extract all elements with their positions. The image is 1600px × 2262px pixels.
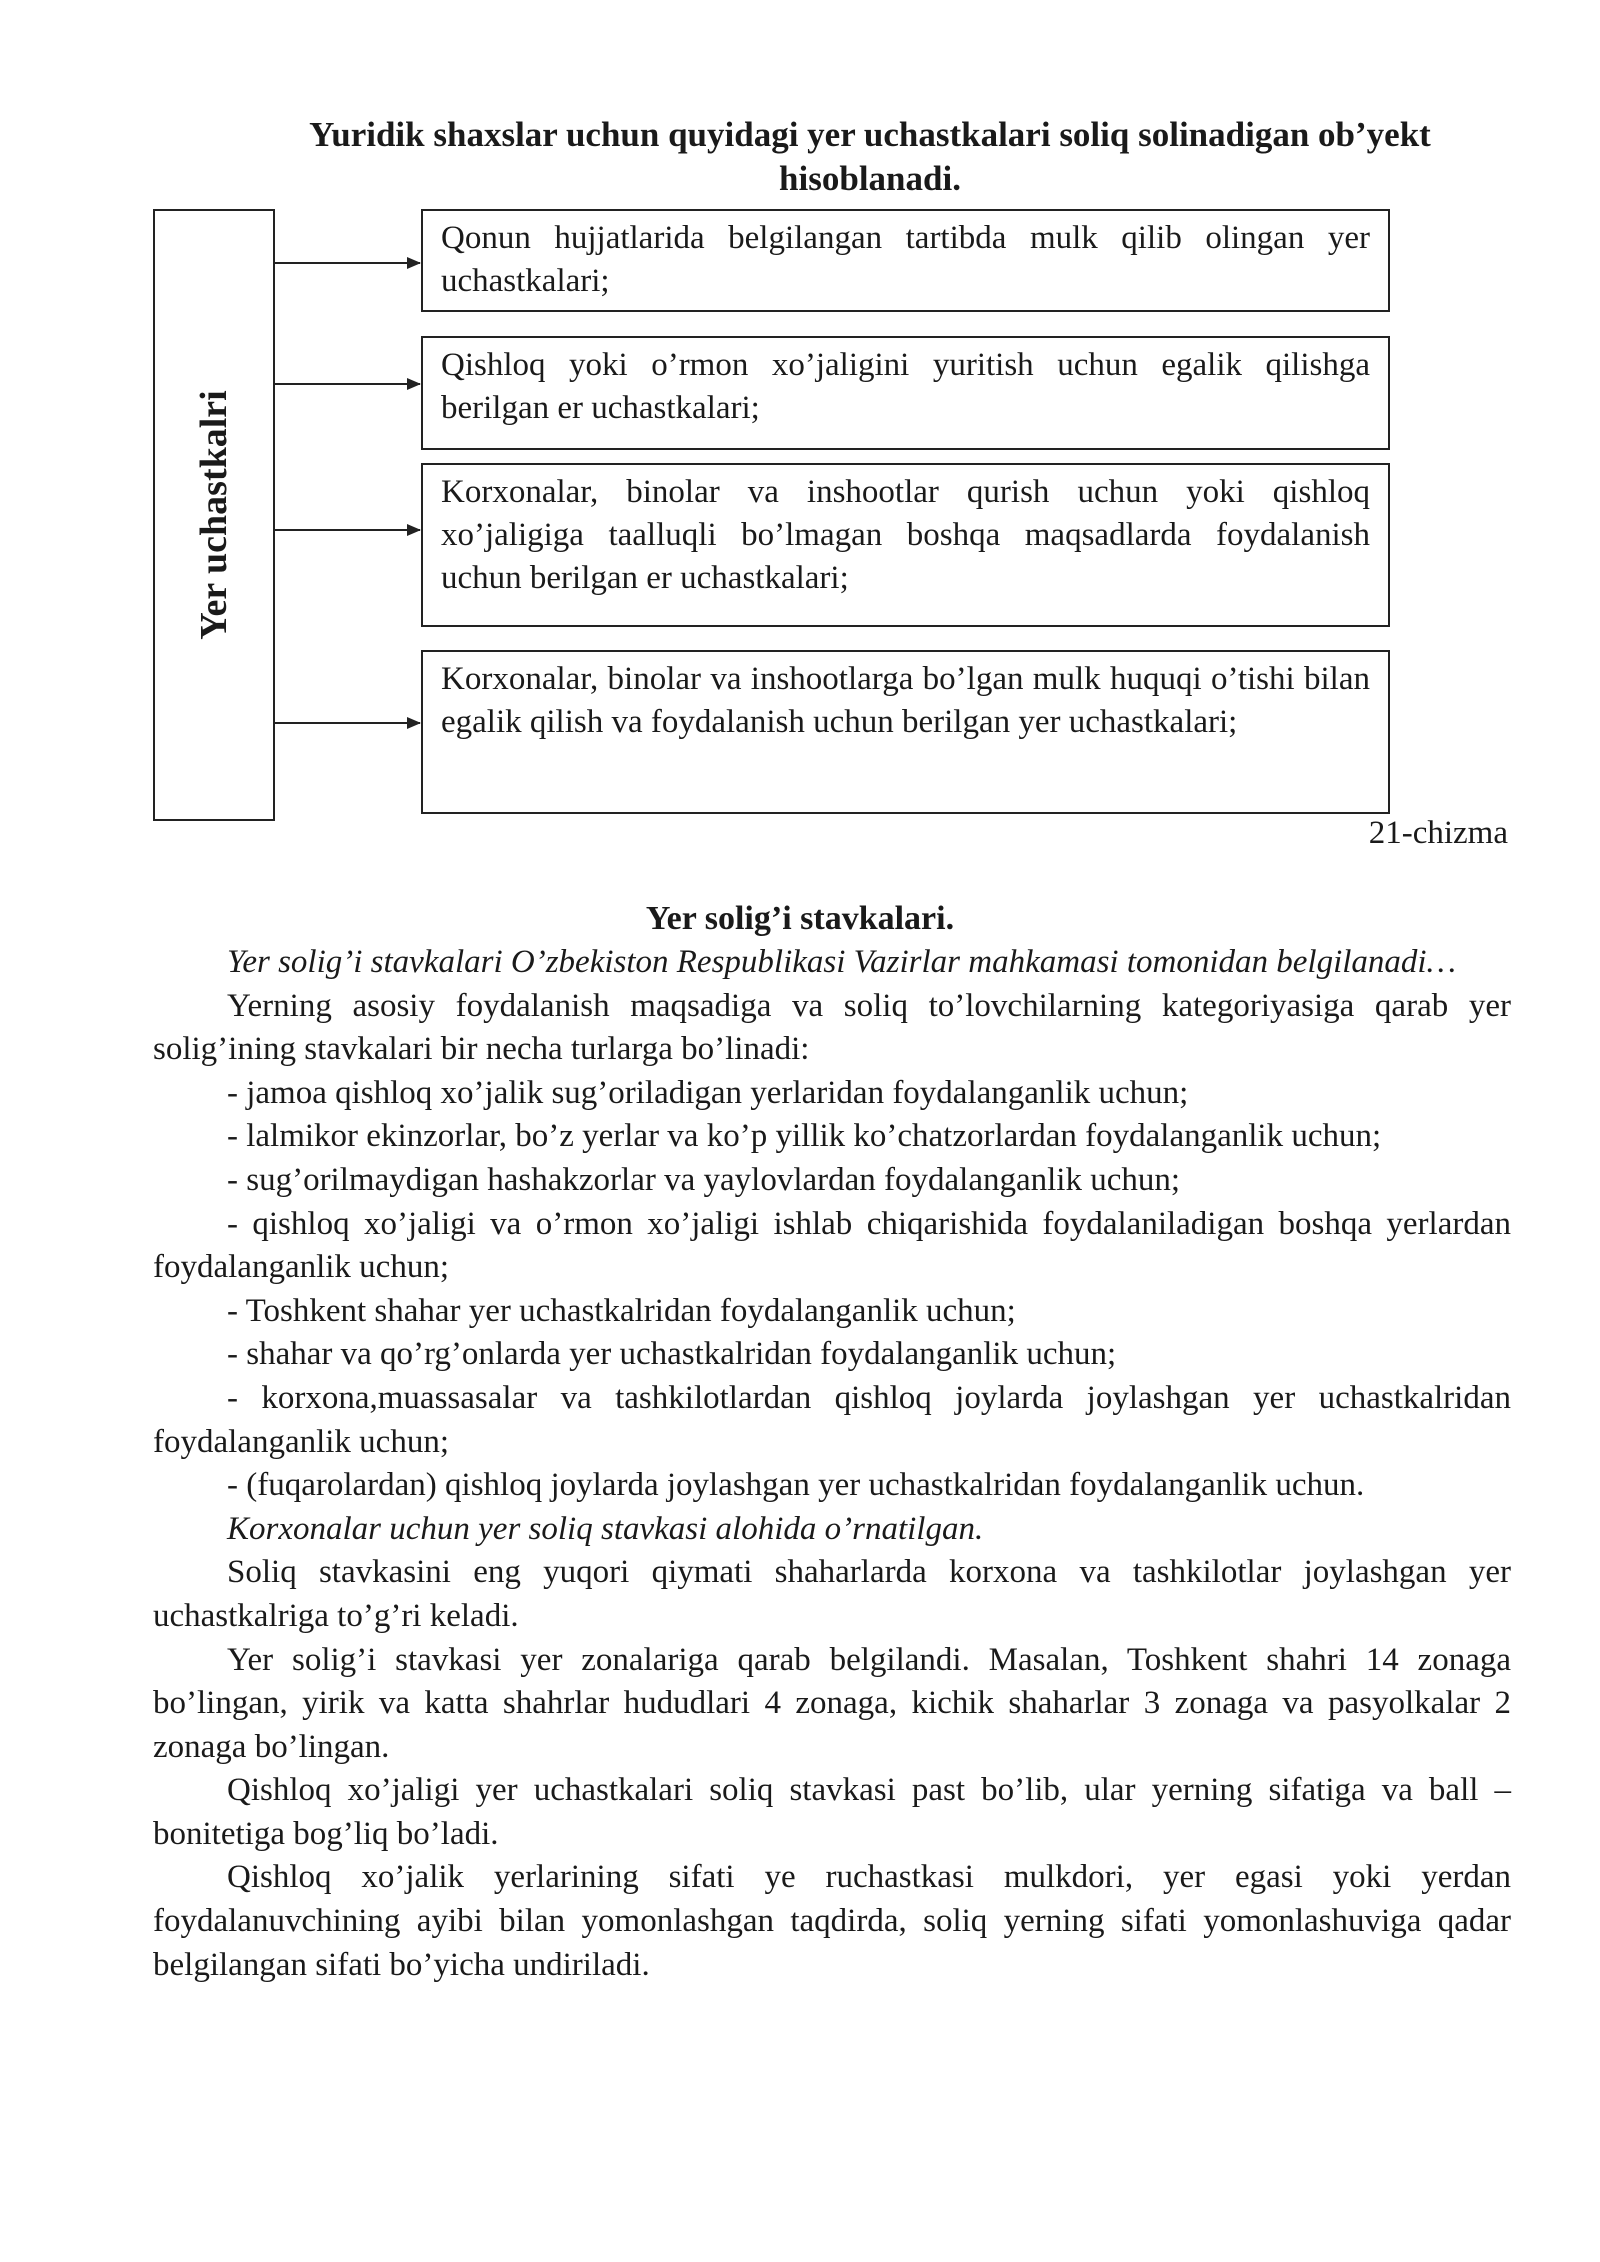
list-item: - (fuqarolardan) qishloq joylarda joylashgan yer uchastkalridan foydalanganlik uchun. [227, 1467, 1365, 1504]
paragraph: Yerning asosiy foydalanish maqsadiga va soliq to’lovchilarning kategoriyasiga qarab yer solig’ining stavkalari bir necha turlarga bo’linadi: [153, 987, 1511, 1068]
diagram-item-1: Qonun hujjatlarida belgilangan tartibda mulk qilib olingan yer uchastkalari; [421, 209, 1390, 312]
diagram-item-3: Korxonalar, binolar va inshootlar qurish uchun yoki qishloq xo’jaligiga taalluqli bo’lmagan boshqa maqsadlarda foydalanish uchun berilgan er uchastkalari; [421, 463, 1390, 627]
list-item: - shahar va qo’rg’onlarda yer uchastkalridan foydalanganlik uchun; [227, 1336, 1117, 1373]
paragraph: Soliq stavkasini eng yuqori qiymati shaharlarda korxona va tashkilotlar joylashgan yer uchastkalriga to’g’ri keladi. [153, 1554, 1511, 1634]
paragraph: Yer solig’i stavkalari O’zbekiston Respublikasi Vazirlar mahkamasi tomonidan belgilanadi… [227, 944, 1456, 980]
list-item: - jamoa qishloq xo’jalik sug’oriladigan yerlaridan foydalanganlik uchun; [227, 1074, 1189, 1111]
figure-caption: 21-chizma [1368, 815, 1508, 851]
list-item: - korxona,muassasalar va tashkilotlardan qishloq joylarda joylashgan yer uchastkalridan foydalanganlik uchun; [153, 1379, 1511, 1460]
diagram-title: Yuridik shaxslar uchun quyidagi yer uchastkalari soliq solinadigan ob’yekt hisoblanadi. [309, 115, 1431, 198]
diagram-item-4: Korxonalar, binolar va inshootlarga bo’lgan mulk huquqi o’tishi bilan egalik qilish va foydalanish uchun berilgan yer uchastkalari; [421, 650, 1390, 814]
diagram-item-2: Qishloq yoki o’rmon xo’jaligini yuritish uchun egalik qilishga berilgan er uchastkalari; [421, 336, 1390, 450]
side-label: Yer uchastkalri [193, 390, 235, 640]
section-title: Yer solig’i stavkalari. [645, 900, 955, 937]
paragraph: Yer solig’i stavkasi yer zonalariga qarab belgilandi. Masalan, Toshkent shahri 14 zonaga bo’lingan, yirik va katta shahrlar hududlari 4 zonaga, kichik shaharlar 3 zonaga va pasyolkalar 2 zonaga bo’lingan. [153, 1641, 1511, 1765]
body-text [153, 941, 1511, 1987]
list-item: - Toshkent shahar yer uchastkalridan foydalanganlik uchun; [227, 1292, 1016, 1329]
paragraph: Qishloq xo’jaligi yer uchastkalari soliq stavkasi past bo’lib, ular yerning sifatiga va ball – bonitetiga bog’liq bo’ladi. [153, 1772, 1511, 1852]
list-item: - sug’orilmaydigan hashakzorlar va yaylovlardan foydalanganlik uchun; [227, 1161, 1181, 1198]
paragraph: Korxonalar uchun yer soliq stavkasi alohida o’rnatilgan. [227, 1510, 984, 1547]
list-item: - qishloq xo’jaligi va o’rmon xo’jaligi ishlab chiqarishida foydalaniladigan boshqa yerlardan foydalanganlik uchun; [153, 1205, 1511, 1286]
paragraph: Qishloq xo’jalik yerlarining sifati ye ruchastkasi mulkdori, yer egasi yoki yerdan foydalanuvchining ayibi bilan yomonlashgan taqdirda, soliq yerning sifati yomonlashuviga qadar belgilangan sifati bo’yicha undiriladi. [153, 1859, 1511, 1983]
list-item: - lalmikor ekinzorlar, bo’z yerlar va ko’p yillik ko’chatzorlardan foydalanganlik uchun; [227, 1118, 1382, 1155]
